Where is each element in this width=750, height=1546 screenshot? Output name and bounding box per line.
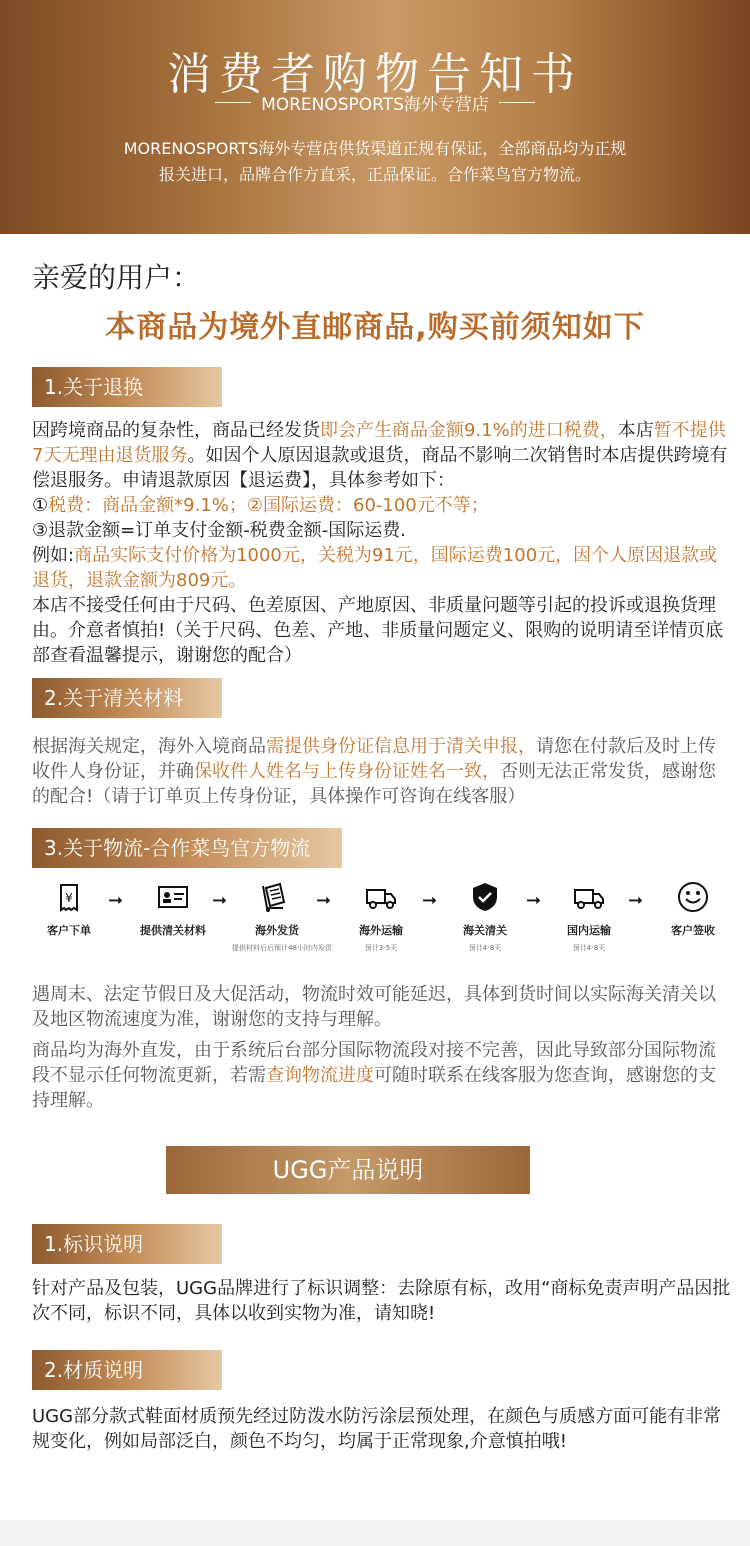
divider-line bbox=[499, 102, 535, 103]
store-subtitle bbox=[0, 90, 750, 115]
header-banner bbox=[0, 0, 750, 234]
page-title: 消费者购物告知书 bbox=[167, 49, 583, 100]
id-card-icon bbox=[156, 880, 190, 914]
arrow-icon: ➞ bbox=[526, 890, 542, 911]
flow-step-customs: 海关清关 预计4-8天 bbox=[440, 880, 530, 953]
refund-example: 例如:商品实际支付价格为1000元，关税为91元，国际运费100元，因个人原因退款或退货，退款金额为809元。 bbox=[32, 545, 718, 591]
section-tag-customs: 2.关于清关材料 bbox=[32, 678, 222, 718]
section-tag-returns: 1.关于退换 bbox=[32, 367, 222, 407]
arrow-icon: ➞ bbox=[212, 890, 228, 911]
arrow-icon: ➞ bbox=[422, 890, 438, 911]
flow-step-domestic-transport: 国内运输 预计4-8天 bbox=[544, 880, 634, 953]
svg-text:¥: ¥ bbox=[65, 891, 73, 905]
arrow-icon: ➞ bbox=[628, 890, 644, 911]
flow-step-signed: 客户签收 bbox=[648, 880, 738, 938]
refund-formula: ③退款金额=订单支付金额-税费金额-国际运费. bbox=[32, 520, 406, 541]
smiley-icon bbox=[676, 880, 710, 914]
flow-step-order: ¥ 客户下单 bbox=[24, 880, 114, 938]
intro-line: 报关进口，品牌合作方直采，正品保证。合作菜鸟官方物流。 bbox=[158, 165, 591, 184]
notice-headline: 本商品为境外直邮商品,购买前须知如下 bbox=[105, 310, 645, 345]
arrow-icon: ➞ bbox=[108, 890, 124, 911]
receipt-yen-icon bbox=[52, 880, 86, 914]
customs-paragraph: 根据海关规定，海外入境商品需提供身份证信息用于清关申报，请您在付款后及时上传收件人身份证，并确保收件人姓名与上传身份证姓名一致，否则无法正常发货，感谢您的配合!（请于订单页上传身份证，具体操作可咨询在线客服） bbox=[32, 736, 716, 807]
footer-band bbox=[0, 1520, 750, 1546]
section-tag-labeling: 1.标识说明 bbox=[32, 1224, 222, 1264]
logistics-delay-note: 遇周末、法定节假日及大促活动，物流时效可能延迟，具体到货时间以实际海关清关以及地区物流速度为准，谢谢您的支持与理解。 bbox=[32, 984, 716, 1030]
arrow-icon: ➞ bbox=[316, 890, 332, 911]
parcel-icon bbox=[260, 880, 294, 914]
store-intro bbox=[40, 136, 710, 188]
intro-line: MORENOSPORTS海外专营店供货渠道正规有保证，全部商品均为正规 bbox=[123, 139, 627, 158]
section-tag-logistics: 3.关于物流-合作菜鸟官方物流 bbox=[32, 828, 342, 868]
returns-paragraph bbox=[32, 418, 732, 668]
section-tag-material: 2.材质说明 bbox=[32, 1350, 222, 1390]
fee-breakdown: ①税费：商品金额*9.1%；②国际运费：60-100元不等； bbox=[32, 495, 489, 516]
flow-step-intl-transport: 海外运输 预计3-5天 bbox=[336, 880, 426, 953]
return-exclusions: 本店不接受任何由于尺码、色差原因、产地原因、非质量问题等引起的投诉或退换货理由。介意者慎拍!（关于尺码、色差、产地、非质量问题定义、限购的说明请至详情页底部查看温馨提示，谢谢您的配合） bbox=[32, 595, 724, 666]
flow-step-materials: 提供清关材料 bbox=[128, 880, 218, 938]
greeting: 亲爱的用户： bbox=[32, 261, 201, 294]
divider-line bbox=[215, 102, 251, 103]
truck-icon bbox=[572, 880, 606, 914]
returns-policy-text: 因跨境商品的复杂性，商品已经发货即会产生商品金额9.1%的进口税费，本店暂不提供7天无理由退货服务。如因个人原因退款或退货，商品不影响二次销售时本店提供跨境有偿退服务。申请退款原因【退运费】，具体参考如下： bbox=[32, 420, 728, 491]
logistics-tracking-note: 商品均为海外直发，由于系统后台部分国际物流段对接不完善，因此导致部分国际物流段不显示任何物流更新，若需查询物流进度可随时联系在线客服为您查询，感谢您的支持理解。 bbox=[32, 1040, 716, 1111]
store-name: MORENOSPORTS海外专营店 bbox=[261, 95, 489, 115]
flow-step-ship: 海外发货 提供材料后后预计48小时内发货 bbox=[232, 880, 322, 953]
truck-icon bbox=[364, 880, 398, 914]
labeling-text: 针对产品及包装，UGG品牌进行了标识调整：去除原有标，改用“商标免责声明产品因批次不同，标识不同，具体以收到实物为准，请知晓! bbox=[32, 1278, 731, 1324]
ugg-section-title: UGG产品说明 bbox=[166, 1146, 530, 1194]
shield-check-icon bbox=[468, 880, 502, 914]
logistics-flow bbox=[36, 880, 726, 960]
material-text: UGG部分款式鞋面材质预先经过防泼水防污涂层预处理，在颜色与质感方面可能有非常规变化，例如局部泛白，颜色不均匀，均属于正常现象,介意慎拍哦! bbox=[32, 1406, 722, 1452]
